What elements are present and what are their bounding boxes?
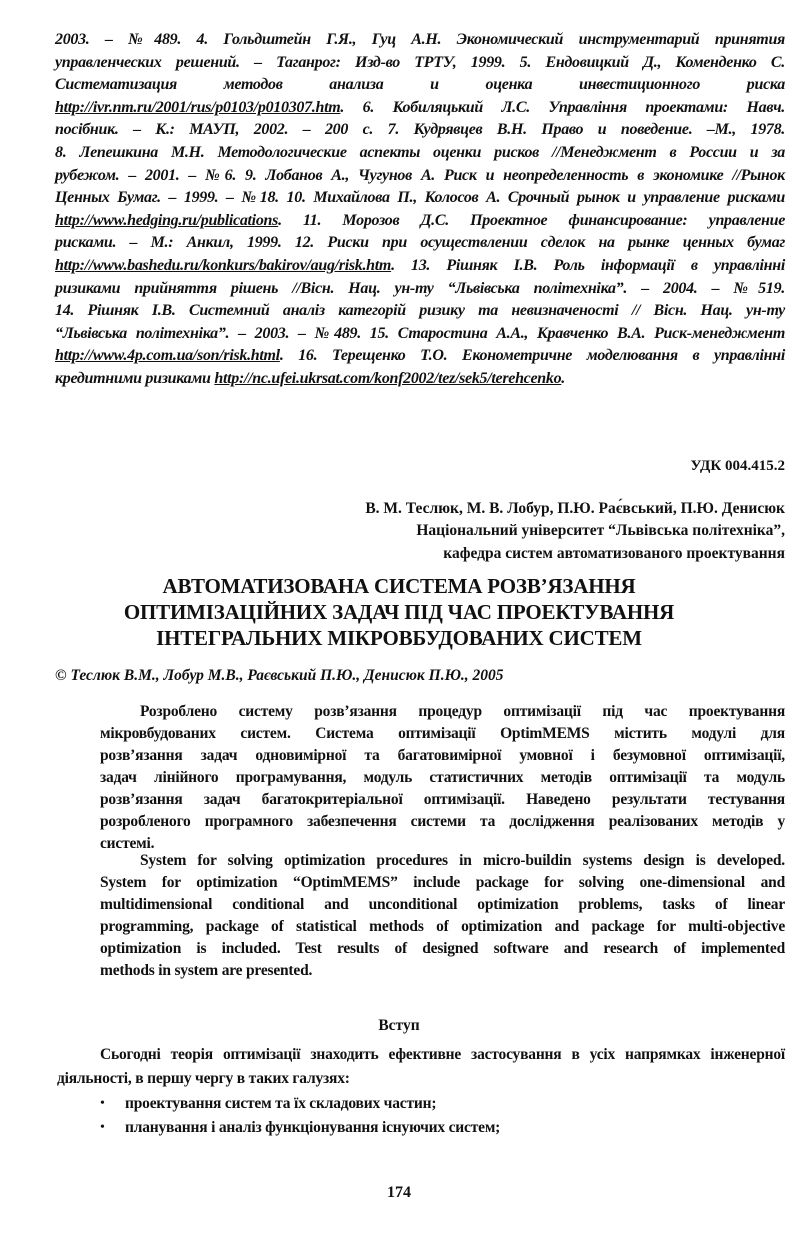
abstract-line: multidimensional conditional and unconditional optimization problems, tasks of linear [100, 896, 785, 913]
intro-line: Сьогодні теорія оптимізації знаходить ефективне застосування в усіх напрямках інженерної [100, 1046, 785, 1063]
reference-line [55, 302, 785, 320]
abstract-line: System for optimization “OptimMEMS” include package for solving one-dimensional and [100, 874, 785, 891]
reference-link[interactable]: http://www.hedging.ru/publications [55, 211, 279, 229]
udc-code: УДК 004.415.2 [690, 458, 785, 474]
abstract-line: methods in system are presented. [100, 962, 313, 979]
abstract-line: розв’язання задач одновимірної та багатовимірної умовної і безумовної оптимізації, [100, 747, 785, 764]
reference-text: “Львівська політехніка”. – 2003. – №489. 15. Старостина А.А., Кравченко В.А. Риск-менеджмент [55, 324, 785, 342]
intro-line: діяльності, в першу чергу в таких галузях: [57, 1070, 350, 1087]
bullet-icon: • [100, 1096, 105, 1111]
reference-text: Ценных Бумаг. – 1999. – №18. 10. Михайлова П., Колосов А. Срочный рынок и управление рисками [55, 189, 785, 207]
reference-line [55, 54, 785, 72]
abstract-line: задач лінійного програмування, модуль статистичних методів оптимізації та модуль [100, 769, 785, 786]
reference-text: управленческих решений. – Таганрог: Изд-во ТРТУ, 1999. 5. Ендовицкий Д., Коменденко С. [55, 53, 785, 71]
reference-line [55, 121, 785, 139]
abstract-line: мікровбудованих систем. Система оптимізації OptimMEMS містить модулі для [100, 725, 785, 742]
reference-line [55, 189, 785, 207]
abstract-line: System for solving optimization procedures in micro-buildin systems design is developed. [140, 852, 785, 869]
reference-text: Систематизация методов анализа и оценка инвестиционного риска [55, 76, 785, 94]
reference-line [55, 257, 785, 275]
reference-text: рисками. – М.: Анкил, 1999. 12. Риски при осуществлении сделок на рынке ценных бумаг [55, 234, 785, 252]
abstract-line: programming, package of statistical methods of optimization and package for multi-objective [100, 918, 785, 935]
page-number: 174 [387, 1184, 411, 1201]
reference-text: 8. Лепешкина М.Н. Методологические аспекты оценки рисков //Менеджмент в России и за [55, 144, 785, 161]
abstract-line: системі. [100, 835, 155, 852]
reference-text: . [561, 370, 565, 387]
copyright: © Теслюк В.М., Лобур М.В., Раєвський П.Ю., Денисюк П.Ю., 2005 [55, 667, 504, 684]
reference-line [55, 234, 785, 252]
reference-text: . 16. Терещенко Т.О. Економетричне моделювання в управлінні [279, 347, 785, 365]
reference-text: . 6. Кобиляцький Л.С. Управління проектами: Навч. [340, 98, 785, 116]
reference-line [55, 347, 785, 365]
abstract-line: Розроблено систему розв’язання процедур оптимізації під час проектування [140, 703, 785, 720]
reference-text: рубежом. – 2001. – №6. 9. Лобанов А., Чугунов А. Риск и неопределенность в экономике //Рынок [55, 166, 785, 184]
authors: В. М. Теслюк, М. В. Лобур, П.Ю. Рає́вський, П.Ю. Денисюк [365, 500, 785, 517]
reference-link[interactable]: http://nc.ufei.ukrsat.com/konf2002/tez/sek5/terehcenko [214, 370, 562, 387]
reference-text: . 11. Морозов Д.С. Проектное финансирование: управление [278, 211, 785, 229]
reference-text: кредитними ризиками [55, 370, 215, 387]
bullet-item: проектування систем та їх складових частин; [125, 1095, 437, 1112]
reference-text: ризиками прийняття рішень //Вісн. Нац. ун-ту “Львівська політехніка”. – 2004. – №519. [55, 279, 785, 297]
reference-line [55, 144, 785, 162]
reference-text: посібник. – К.: МАУП, 2002. – 200 с. 7. Кудрявцев В.Н. Право и поведение. –М., 1978. [55, 121, 785, 139]
affiliation-line: Національний університет “Львівська політехніка”, [416, 522, 785, 539]
reference-link[interactable]: http://www.bashedu.ru/konkurs/bakirov/aug/risk.htm [55, 257, 392, 274]
bullet-icon: • [100, 1120, 105, 1135]
reference-line [55, 370, 785, 388]
reference-text: 14. Рішняк І.В. Системний аналіз категорій ризику та невизначеності // Вісн. Нац. ун-ту [55, 302, 785, 320]
abstract-line: optimization is included. Test results of designed software and research of implemented [100, 940, 785, 957]
abstract-line: розробленого програмного забезпечення системи та дослідження реалізованих методів у [100, 813, 785, 830]
reference-line [55, 99, 785, 117]
reference-line [55, 76, 785, 94]
reference-link[interactable]: http://www.4p.com.ua/son/risk.html [55, 347, 280, 365]
section-heading: Вступ [378, 1017, 420, 1034]
reference-text: . 13. Рішняк І.В. Роль інформації в управлінні [391, 257, 785, 274]
article-title-line: АВТОМАТИЗОВАНА СИСТЕМА РОЗВ’ЯЗАННЯ [162, 574, 636, 598]
article-title-line: ОПТИМІЗАЦІЙНИХ ЗАДАЧ ПІД ЧАС ПРОЕКТУВАННЯ [123, 600, 675, 624]
affiliation-line: кафедра систем автоматизованого проектування [443, 545, 785, 562]
reference-text: 2003. – №489. 4. Гольдштейн Г.Я., Гуц А.Н. Экономический инструментарий принятия [55, 31, 785, 48]
reference-line [55, 325, 785, 343]
article-title-line: ІНТЕГРАЛЬНИХ МІКРОВБУДОВАНИХ СИСТЕМ [156, 626, 642, 650]
bullet-item: планування і аналіз функціонування існуючих систем; [125, 1119, 501, 1136]
reference-line [55, 280, 785, 298]
reference-line [55, 31, 785, 49]
reference-line [55, 167, 785, 185]
abstract-line: розв’язання задач багатокритеріальної оптимізації. Наведено результати тестування [100, 791, 785, 808]
reference-link[interactable]: http://ivr.nm.ru/2001/rus/p0103/p010307.htm [55, 98, 341, 116]
reference-line [55, 212, 785, 230]
